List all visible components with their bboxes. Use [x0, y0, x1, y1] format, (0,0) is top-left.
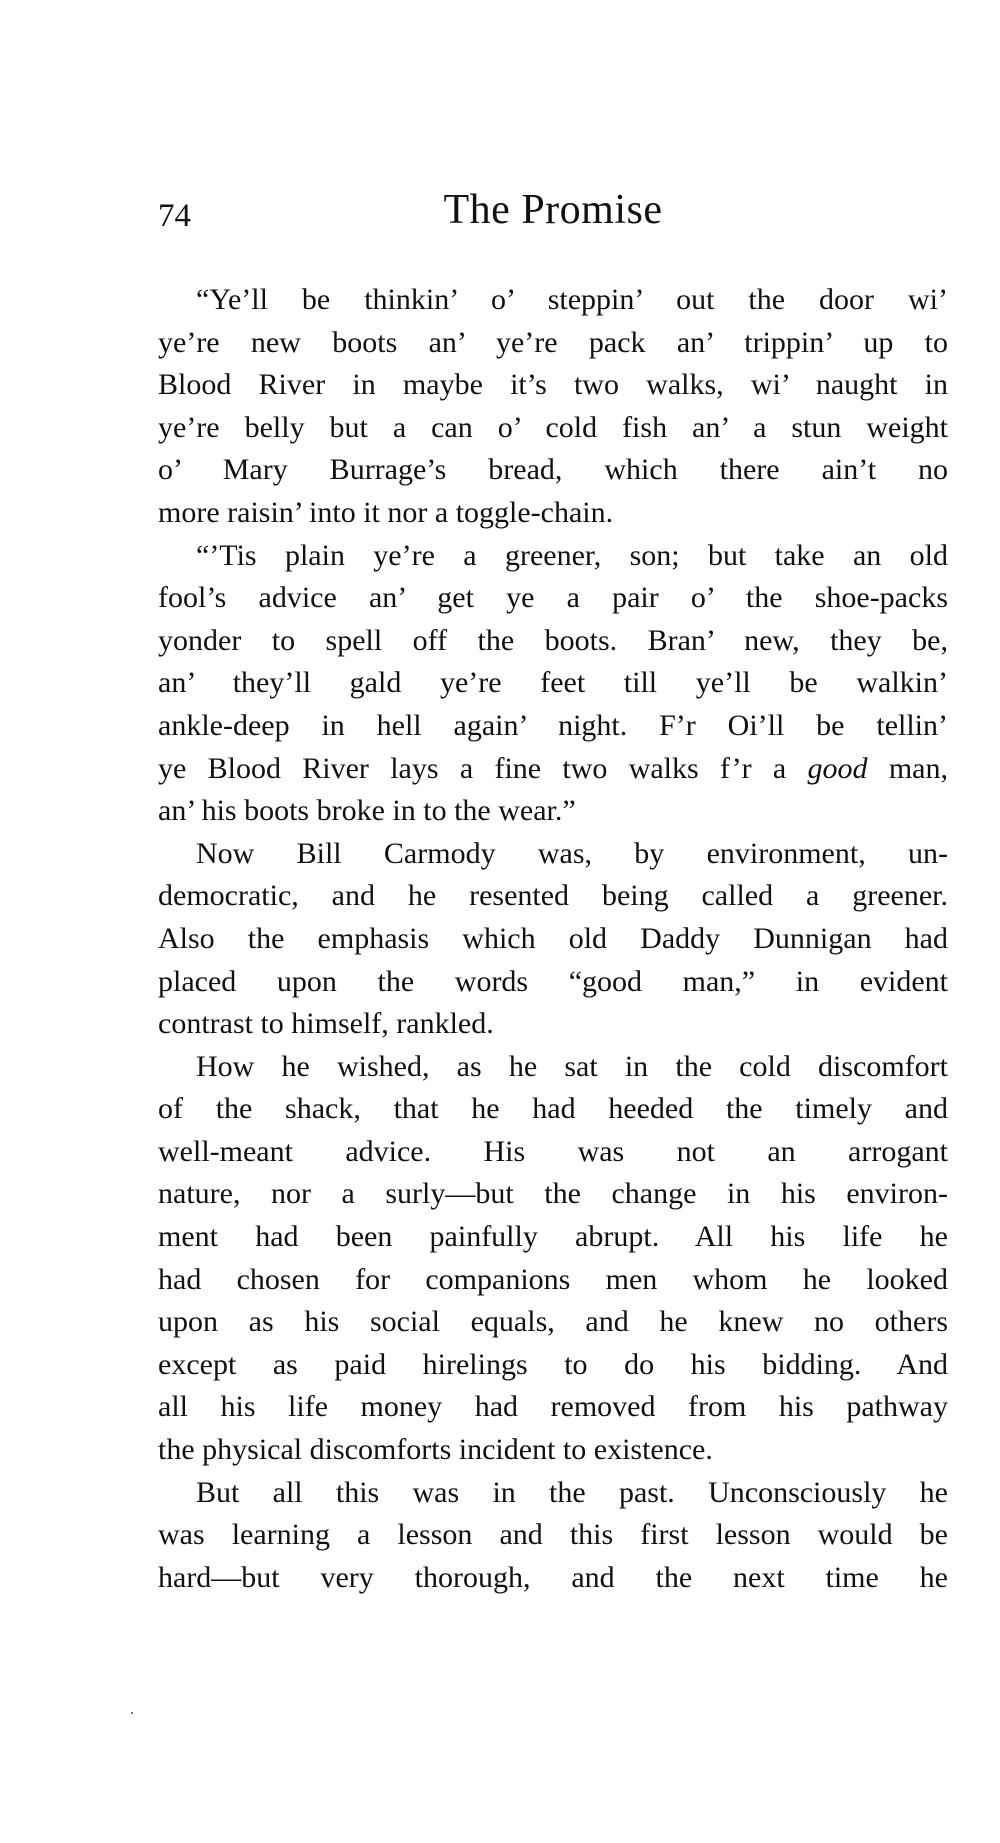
text-line: except as paid hirelings to do his bidding. And — [158, 1347, 948, 1381]
page-number: 74 — [158, 198, 191, 234]
scan-speck — [131, 1712, 133, 1714]
text-line: of the shack, that he had heeded the timely and — [158, 1092, 948, 1126]
text-line: ankle-deep in hell again’ night. F’r Oi’ll be tellin’ — [158, 708, 948, 742]
text-line: more raisin’ into it nor a toggle-chain. — [158, 495, 614, 529]
text-line: ye’re belly but a can o’ cold fish an’ a stun weight — [158, 410, 948, 444]
italic-word: good — [807, 751, 868, 785]
paragraph-3 — [158, 833, 948, 1046]
text-line: an’ his boots broke in to the wear.” — [158, 794, 576, 828]
text-line: the physical discomforts incident to existence. — [158, 1433, 713, 1467]
text-line: all his life money had removed from his pathway — [158, 1390, 948, 1424]
page-header — [158, 186, 948, 242]
text-line: fool’s advice an’ get ye a pair o’ the shoe-packs — [158, 581, 948, 615]
text-line: an’ they’ll gald ye’re feet till ye’ll be walkin’ — [158, 666, 948, 700]
body-text — [158, 279, 948, 1599]
running-title: The Promise — [443, 187, 663, 233]
paragraph-1 — [158, 279, 948, 535]
line-start: ye Blood River lays a fine two walks f’r a — [158, 751, 808, 785]
text-line: hard—but very thorough, and the next time he — [158, 1560, 948, 1594]
text-line: Also the emphasis which old Daddy Dunnigan had — [158, 921, 948, 955]
paragraph-5 — [158, 1472, 948, 1600]
text-line: “’Tis plain ye’re a greener, son; but take an old — [196, 538, 948, 572]
text-line: o’ Mary Burrage’s bread, which there ain’t no — [158, 453, 948, 487]
paragraph-4 — [158, 1046, 948, 1472]
text-line: yonder to spell off the boots. Bran’ new, they be, — [158, 623, 948, 657]
text-line: ye’re new boots an’ ye’re pack an’ trippin’ up to — [158, 325, 948, 359]
text-line: had chosen for companions men whom he looked — [158, 1262, 948, 1296]
text-line: contrast to himself, rankled. — [158, 1007, 494, 1041]
text-line: was learning a lesson and this first lesson would be — [158, 1518, 948, 1552]
text-line: But all this was in the past. Unconsciously he — [196, 1475, 948, 1509]
text-line: well-meant advice. His was not an arrogant — [158, 1134, 948, 1168]
text-line: nature, nor a surly—but the change in his environ- — [158, 1177, 948, 1211]
text-line: placed upon the words “good man,” in evident — [158, 964, 948, 998]
text-line: democratic, and he resented being called a greener. — [158, 879, 948, 913]
text-line: ment had been painfully abrupt. All his life he — [158, 1220, 948, 1254]
text-line: “Ye’ll be thinkin’ o’ steppin’ out the door wi’ — [196, 283, 948, 316]
text-line: upon as his social equals, and he knew no others — [158, 1305, 948, 1339]
text-line: Now Bill Carmody was, by environment, un- — [196, 836, 948, 870]
text-line: How he wished, as he sat in the cold discomfort — [196, 1049, 948, 1083]
text-line: Blood River in maybe it’s two walks, wi’ naught in — [158, 368, 948, 402]
paragraph-2 — [158, 535, 948, 833]
text-line-with-italic — [158, 748, 948, 791]
line-end: man, — [867, 751, 948, 785]
